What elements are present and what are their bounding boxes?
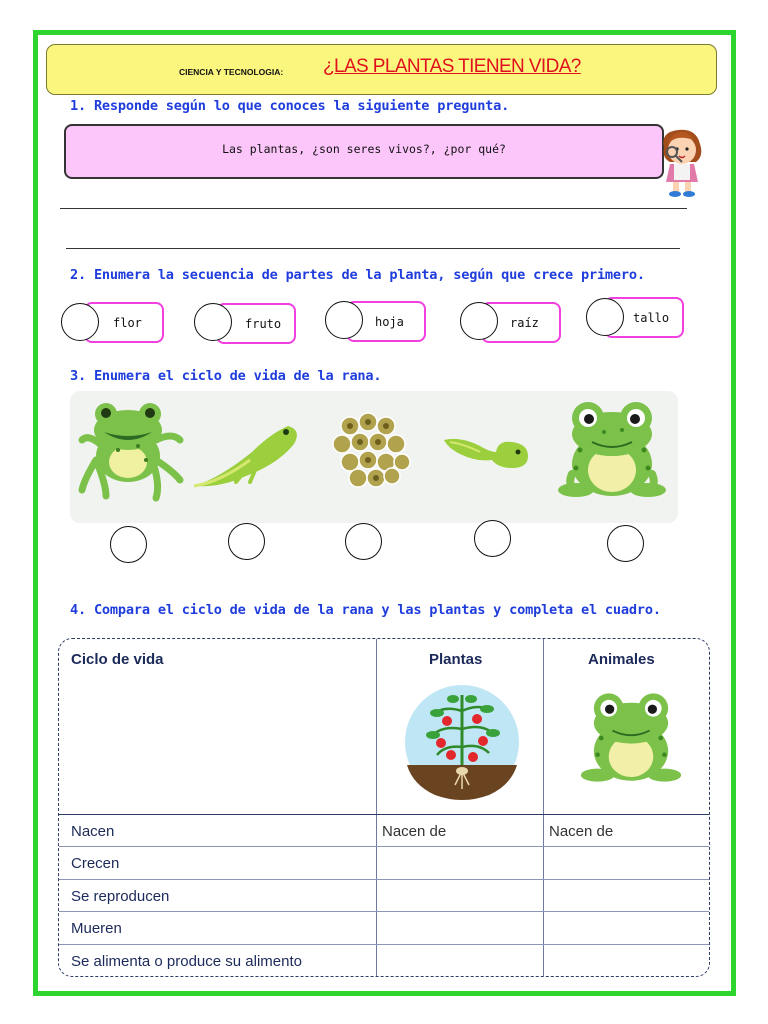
adult-frog-icon <box>556 398 668 502</box>
answer-line-2[interactable] <box>66 248 680 249</box>
frog-eggs-icon <box>330 412 412 490</box>
question-4-prompt: 4. Compara el ciclo de vida de la rana y las plantas y completa el cuadro. <box>70 602 661 618</box>
answer-circle-raiz[interactable] <box>460 302 498 340</box>
answer-circle-tallo[interactable] <box>586 298 624 336</box>
row-label-crecen: Crecen <box>71 855 120 872</box>
tadpole-icon <box>440 430 532 474</box>
lifecycle-circle-2[interactable] <box>228 523 265 560</box>
froglet-icon <box>76 400 188 506</box>
subject-label: CIENCIA Y TECNOLOGIA: <box>179 67 284 77</box>
answer-circle-fruto[interactable] <box>194 303 232 341</box>
option-label: hoja <box>375 315 404 329</box>
row-label-alimenta: Se alimenta o produce su alimento <box>71 953 302 970</box>
question-1-box <box>64 124 664 179</box>
answer-circle-flor[interactable] <box>61 303 99 341</box>
cell-nacen-animales[interactable]: Nacen de <box>549 823 614 840</box>
col-header-plantas: Plantas <box>429 651 483 668</box>
page-title: ¿LAS PLANTAS TIENEN VIDA? <box>323 56 581 77</box>
answer-circle-hoja[interactable] <box>325 301 363 339</box>
question-2-prompt: 2. Enumera la secuencia de partes de la planta, según que crece primero. <box>70 267 645 283</box>
header-banner <box>46 44 717 95</box>
lifecycle-circle-4[interactable] <box>474 520 511 557</box>
table-header-rule <box>59 814 709 815</box>
lifecycle-circle-3[interactable] <box>345 523 382 560</box>
question-1-prompt: 1. Responde según lo que conoces la siguiente pregunta. <box>70 98 510 114</box>
option-label: tallo <box>633 311 670 325</box>
frog-icon <box>579 683 683 793</box>
question-1-text: Las plantas, ¿son seres vivos?, ¿por qué? <box>222 142 506 156</box>
row-label-nacen: Nacen <box>71 823 115 840</box>
lifecycle-circle-1[interactable] <box>110 526 147 563</box>
lifecycle-circle-5[interactable] <box>607 525 644 562</box>
cell-nacen-plantas[interactable]: Nacen de <box>382 823 447 840</box>
option-label: flor <box>113 316 142 330</box>
option-label: fruto <box>245 317 282 331</box>
girl-with-magnifier-icon <box>656 126 710 200</box>
answer-area-plantas[interactable] <box>377 847 543 977</box>
tomato-plant-icon <box>403 681 521 803</box>
option-label: raíz <box>510 316 539 330</box>
col-header-animales: Animales <box>588 651 655 668</box>
answer-area-animales[interactable] <box>544 847 710 977</box>
row-label-se-reproducen: Se reproducen <box>71 888 170 905</box>
col-header-ciclo: Ciclo de vida <box>71 651 164 668</box>
question-3-prompt: 3. Enumera el ciclo de vida de la rana. <box>70 368 382 384</box>
row-label-mueren: Mueren <box>71 920 122 937</box>
comparison-table <box>58 638 710 977</box>
tadpole-with-legs-icon <box>190 412 302 492</box>
answer-line-1[interactable] <box>60 208 687 209</box>
